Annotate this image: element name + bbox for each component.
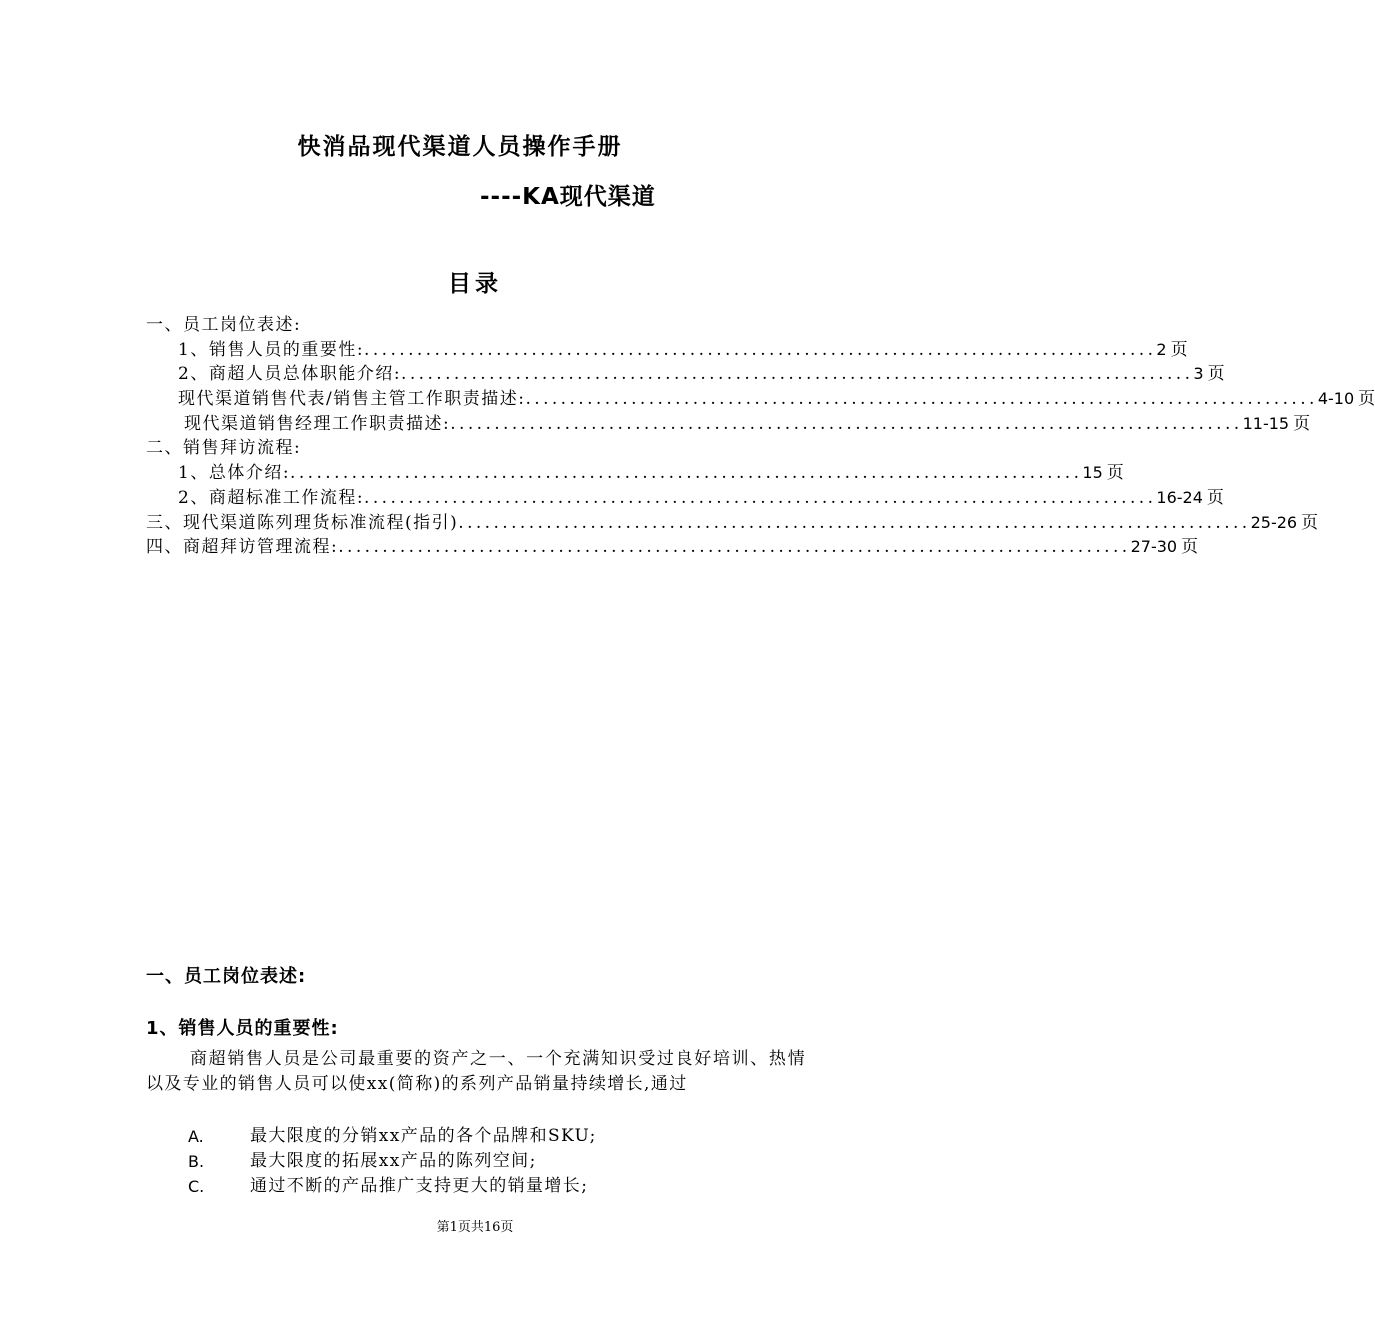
toc-entry-unit: 页 [1206,487,1224,508]
toc-entry[interactable] [146,338,1188,363]
toc-leader: .......................................................................................... [290,463,1083,484]
toc-entry[interactable] [146,387,1375,412]
toc-entry[interactable] [146,436,804,461]
toc-entry[interactable] [146,535,1199,560]
toc-entry-page: 27-30 [1130,537,1178,557]
toc-entry-label: 二、销售拜访流程: [146,438,302,459]
toc-entry-label: 2、商超标准工作流程: [178,487,365,508]
list-marker: C. [188,1177,205,1196]
list-marker: A. [188,1127,204,1146]
list-item-text: 最大限度的分销xx产品的各个品牌和SKU; [250,1126,597,1146]
toc-leader: .......................................................................................... [364,487,1157,508]
toc-entry-unit: 页 [1293,413,1311,434]
toc-leader: .......................................................................................... [338,537,1131,558]
list-item [188,1124,808,1149]
subsection-heading: 1、销售人员的重要性: [146,1018,339,1039]
toc-entry-label: 一、员工岗位表述: [146,315,302,335]
list-marker: B. [188,1152,205,1171]
list-item-text: 通过不断的产品推广支持更大的销量增长; [250,1176,589,1196]
toc-leader: .......................................................................................... [364,339,1157,360]
toc-entry[interactable] [146,313,804,338]
toc-leader: .......................................................................................... [525,389,1318,410]
list-item [188,1149,808,1174]
section-heading: 一、员工岗位表述: [146,966,307,987]
toc-entry-page: 25-26 [1250,512,1298,532]
toc-leader: .......................................................................................... [458,512,1251,533]
toc-entry-page: 15 [1082,463,1103,483]
toc-entry-label: 四、商超拜访管理流程: [146,537,339,558]
toc-entry-unit: 页 [1106,463,1124,484]
toc-entry-label: 三、现代渠道陈列理货标准流程(指引) [146,512,459,533]
toc-entry-unit: 页 [1358,389,1375,410]
toc-entry-label: 现代渠道销售代表/销售主管工作职责描述: [178,389,526,410]
toc-entry[interactable] [146,412,1311,437]
toc-entry-page: 4-10 [1317,389,1355,409]
bullet-list [188,1124,808,1199]
toc-leader: .......................................................................................... [401,364,1194,385]
toc-entry-label: 1、总体介绍: [178,463,291,484]
toc-entry-unit: 页 [1207,364,1225,385]
toc-entry[interactable] [146,362,1225,387]
toc-leader: .......................................................................................... [450,413,1243,434]
toc-entry[interactable] [146,511,1319,536]
toc-entry-label: 2、商超人员总体职能介绍: [178,364,402,385]
toc-entry-page: 11-15 [1242,413,1290,433]
list-item-text: 最大限度的拓展xx产品的陈列空间; [250,1151,537,1171]
toc-entry-page: 3 [1193,364,1204,384]
toc-entry-label: 现代渠道销售经理工作职责描述: [184,413,451,434]
toc-entry-label: 1、销售人员的重要性: [178,339,365,360]
list-item [188,1174,808,1199]
document-subtitle: ----KA现代渠道 [480,184,656,210]
table-of-contents [146,313,1375,560]
body-paragraph: 商超销售人员是公司最重要的资产之一、一个充满知识受过良好培训、热情以及专业的销售人员可以使xx(简称)的系列产品销量持续增长,通过 [146,1049,806,1094]
toc-entry-unit: 页 [1301,512,1319,533]
toc-entry-page: 2 [1156,339,1167,359]
toc-entry-page: 16-24 [1156,487,1203,507]
toc-entry-unit: 页 [1170,339,1188,360]
page-footer: 第1页共16页 [436,1220,514,1235]
toc-heading: 目录 [448,271,502,297]
toc-entry-unit: 页 [1181,537,1199,558]
toc-entry[interactable] [146,486,1224,511]
toc-entry[interactable] [146,461,1124,486]
document-title: 快消品现代渠道人员操作手册 [297,134,623,160]
